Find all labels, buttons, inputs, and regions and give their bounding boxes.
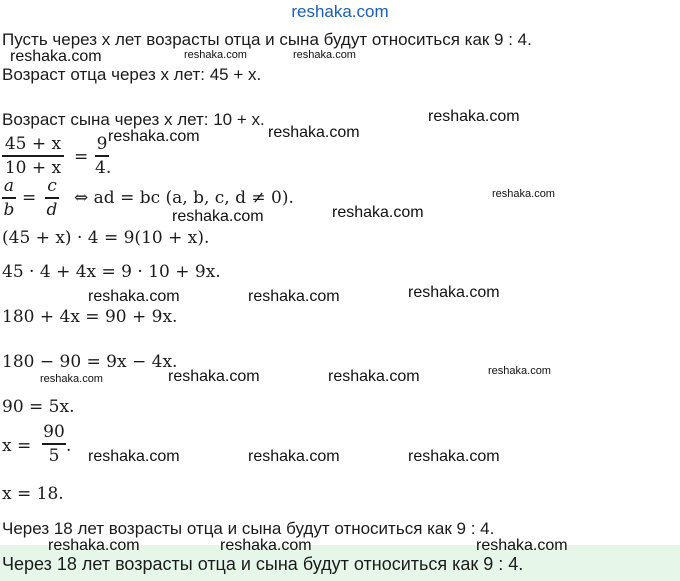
watermark: reshaka.com (332, 204, 424, 221)
eq1-numerator-left: 45 + x (4, 134, 62, 154)
watermark: reshaka.com (408, 448, 500, 465)
watermark: reshaka.com (88, 288, 180, 305)
watermark: reshaka.com (328, 368, 420, 385)
equation-8: x = 18. (2, 484, 64, 504)
eq1-denominator-left: 10 + x (4, 157, 62, 178)
watermark: reshaka.com (48, 537, 140, 554)
father-age-text: Возраст отца через x лет: 45 + x. (2, 65, 262, 84)
watermark: reshaka.com (40, 373, 103, 385)
rule-equals: = (22, 188, 37, 208)
rule-c: c (47, 176, 57, 196)
eq1-equals: = (74, 147, 89, 167)
answer-text: Через 18 лет возрасты отца и сына будут относиться как 9 : 4. (2, 554, 524, 574)
watermark: reshaka.com (248, 448, 340, 465)
watermark: reshaka.com (88, 448, 180, 465)
watermark: reshaka.com (408, 284, 500, 301)
eq7-lhs: x = (2, 436, 32, 456)
watermark: reshaka.com (168, 368, 260, 385)
watermark: reshaka.com (428, 108, 520, 125)
watermark: reshaka.com (248, 288, 340, 305)
rule-b: b (3, 199, 15, 220)
son-age-text: Возраст сына через x лет: 10 + x. (2, 110, 265, 129)
watermark: reshaka.com (184, 49, 247, 61)
eq7-end: . (66, 436, 72, 456)
eq7-denominator: 5 (48, 445, 60, 466)
watermark: reshaka.com (220, 537, 312, 554)
watermark: reshaka.com (293, 49, 356, 61)
equation-2: (45 + x) · 4 = 9(10 + x). (2, 228, 210, 248)
watermark: reshaka.com (108, 128, 200, 145)
conclusion-text: Через 18 лет возрасты отца и сына будут относиться как 9 : 4. (2, 519, 495, 538)
eq1-denominator-right: 4. (95, 157, 112, 178)
watermark: reshaka.com (492, 188, 555, 200)
eq7-numerator: 90 (43, 422, 65, 442)
rule-rest: ⇔ ad = bc (a, b, c, d ≠ 0). (74, 188, 294, 208)
intro-text: Пусть через x лет возрасты отца и сына будут относиться как 9 : 4. (2, 30, 532, 49)
watermark: reshaka.com (10, 48, 102, 65)
equation-5: 180 − 90 = 9x − 4x. (2, 352, 178, 372)
equation-3: 45 · 4 + 4x = 9 · 10 + 9x. (2, 262, 221, 282)
equation-4: 180 + 4x = 90 + 9x. (2, 307, 178, 327)
watermark: reshaka.com (476, 537, 568, 554)
eq1-numerator-right: 9 (96, 134, 108, 154)
watermark: reshaka.com (268, 124, 360, 141)
equation-6: 90 = 5x. (2, 397, 75, 417)
watermark: reshaka.com (488, 365, 551, 377)
rule-d: d (46, 199, 58, 220)
watermark: reshaka.com (172, 208, 264, 225)
site-header[interactable]: reshaka.com (291, 2, 389, 21)
rule-a: a (3, 176, 15, 196)
